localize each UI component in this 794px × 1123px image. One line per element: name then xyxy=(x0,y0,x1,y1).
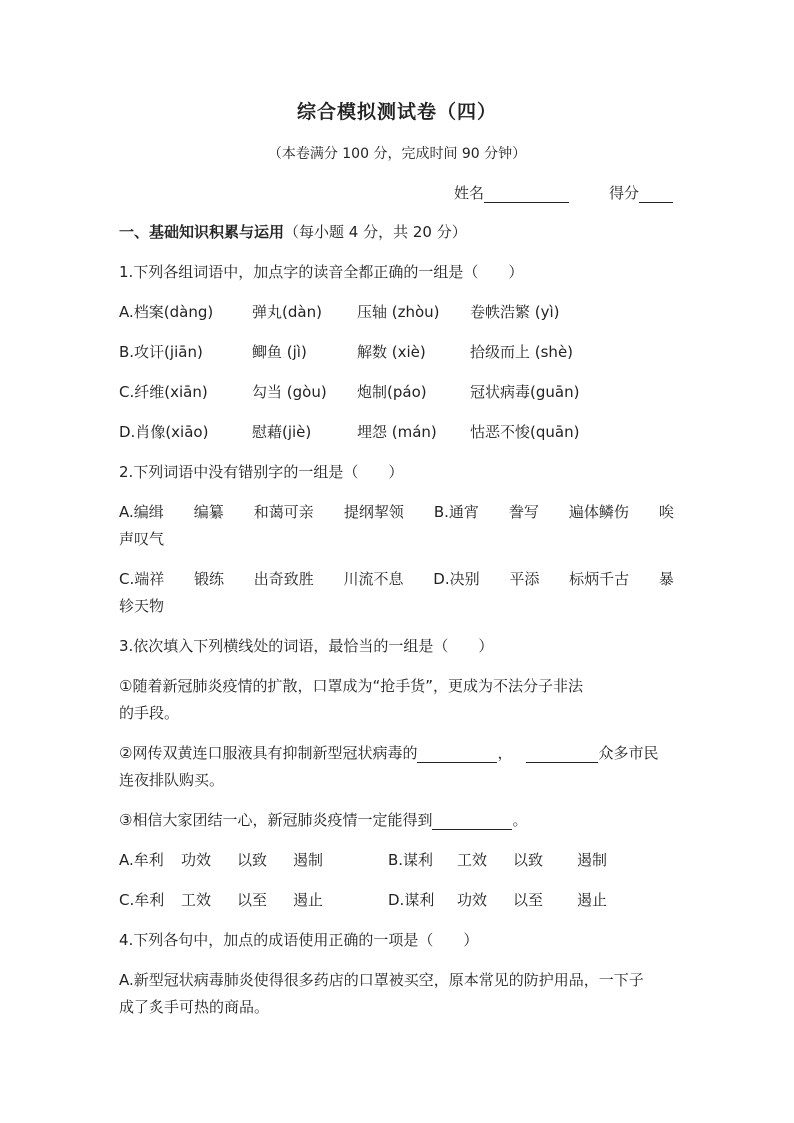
q1-d-word-4: 怙恶不悛(quān) xyxy=(470,423,580,441)
page-title: 综合模拟测试卷（四） xyxy=(296,101,497,123)
score-field[interactable] xyxy=(609,182,673,203)
q2-d-word-2: 平添 xyxy=(509,570,540,588)
q1-d-word-2: 慰藉(jiè) xyxy=(252,423,312,441)
q3-d-word-4: 遏止 xyxy=(577,891,608,909)
q2-b-word-3: 遍体鳞伤 xyxy=(568,503,629,521)
question-3-stem: 3.依次填入下列横线处的词语，最恰当的一组是（ ） xyxy=(119,637,494,655)
q3-s2-text-a: ②网传双黄连口服液具有抑制新型冠状病毒的 xyxy=(119,744,418,762)
q3-sentence-2-line2: 连夜排队购买。 xyxy=(119,771,225,789)
q3-s3-text-a: ③相信大家团结一心，新冠肺炎疫情一定能得到 xyxy=(119,811,433,829)
q3-blank-4[interactable] xyxy=(432,813,512,830)
q2-a-word-1: A.编缉 xyxy=(119,503,164,521)
q1-c-word-2: 勾当 (gòu) xyxy=(252,383,327,401)
q2-d-word-4-start: 暴 xyxy=(658,570,674,588)
q1-d-word-3: 埋怨 (mán) xyxy=(357,423,437,441)
q1-option-c[interactable] xyxy=(119,382,674,402)
q1-option-b[interactable] xyxy=(119,342,674,362)
q2-options-ab-line1[interactable] xyxy=(119,502,674,522)
q3-a-word-3: 以致 xyxy=(237,851,268,869)
q3-sentence-2-line1 xyxy=(119,743,674,763)
name-blank[interactable] xyxy=(484,186,569,203)
q1-a-word-3: 压轴 (zhòu) xyxy=(357,303,440,321)
q2-b-word-4-start: 唉 xyxy=(658,503,674,521)
q2-options-cd-line2: 轸天物 xyxy=(119,597,165,615)
q1-option-d[interactable] xyxy=(119,422,674,442)
q2-d-word-3: 标炳千古 xyxy=(569,570,630,588)
q1-b-word-1: B.攻讦(jiān) xyxy=(119,343,203,361)
q2-c-word-1: C.端祥 xyxy=(119,570,165,588)
question-4-stem: 4.下列各句中，加点的成语使用正确的一项是（ ） xyxy=(119,931,479,949)
q3-c-word-2: 工效 xyxy=(181,891,212,909)
q3-a-word-1: A.牟利 xyxy=(119,851,164,869)
q3-b-word-2: 工效 xyxy=(457,851,488,869)
name-label: 姓名 xyxy=(453,184,484,202)
q1-c-word-1: C.纤维(xiān) xyxy=(119,383,208,401)
q1-a-word-1: A.档案(dàng) xyxy=(119,303,214,321)
q3-d-word-3: 以至 xyxy=(513,891,544,909)
q3-s2-text-b: ， xyxy=(497,744,513,762)
section-note: （每小题 4 分，共 20 分） xyxy=(284,223,467,241)
section-heading xyxy=(119,222,674,242)
q1-option-a[interactable] xyxy=(119,302,674,322)
q3-a-word-2: 功效 xyxy=(181,851,212,869)
q3-b-word-3: 以致 xyxy=(513,851,544,869)
q3-a-word-4: 遏制 xyxy=(293,851,324,869)
q2-c-word-4: 川流不息 xyxy=(343,570,404,588)
q3-blank-3[interactable] xyxy=(526,746,598,763)
q3-b-word-1: B.谋利 xyxy=(388,851,434,869)
q2-a-word-4: 提纲挈领 xyxy=(343,503,404,521)
q1-a-word-2: 弹丸(dàn) xyxy=(252,303,322,321)
q1-b-word-2: 鲫鱼 (jì) xyxy=(252,343,307,361)
q3-sentence-1-line2: 的手段。 xyxy=(119,704,180,722)
q3-s2-text-c: 众多市民 xyxy=(598,744,659,762)
q3-sentence-1-line1: ①随着新冠肺炎疫情的扩散，口罩成为“抢手货”，更成为不法分子非法 xyxy=(119,677,583,695)
name-field[interactable] xyxy=(454,182,569,203)
score-blank[interactable] xyxy=(639,186,673,203)
q3-sentence-3 xyxy=(119,810,674,830)
q3-d-word-1: D.谋利 xyxy=(388,891,435,909)
q2-c-word-3: 出奇致胜 xyxy=(253,570,314,588)
q1-b-word-3: 解数 (xiè) xyxy=(357,343,426,361)
name-score-bar xyxy=(454,182,673,203)
q3-c-word-1: C.牟利 xyxy=(119,891,165,909)
q2-b-word-2: 誊写 xyxy=(508,503,539,521)
q1-d-word-1: D.肖像(xiāo) xyxy=(119,423,209,441)
section-heading-text: 一、基础知识积累与运用 xyxy=(119,223,285,241)
q4-option-a-line2: 成了炙手可热的商品。 xyxy=(119,998,270,1016)
q3-options-cd[interactable] xyxy=(119,890,674,910)
q3-c-word-3: 以至 xyxy=(237,891,268,909)
page-subtitle: （本卷满分 100 分，完成时间 90 分钟） xyxy=(267,146,527,162)
q3-c-word-4: 遏止 xyxy=(293,891,324,909)
q3-d-word-2: 功效 xyxy=(457,891,488,909)
score-label: 得分 xyxy=(608,184,639,202)
q1-c-word-4: 冠状病毒(guān) xyxy=(470,383,580,401)
question-2-stem: 2.下列词语中没有错别字的一组是（ ） xyxy=(119,463,404,481)
q4-option-a-line1[interactable]: A.新型冠状病毒肺炎使得很多药店的口罩被买空，原本常见的防护用品，一下子 xyxy=(119,971,644,989)
q2-options-ab-line2: 声叹气 xyxy=(119,530,165,548)
q2-a-word-3: 和蔼可亲 xyxy=(253,503,314,521)
q3-b-word-4: 遏制 xyxy=(577,851,608,869)
q2-b-word-1: B.通宵 xyxy=(433,503,479,521)
q3-options-ab[interactable] xyxy=(119,850,674,870)
q1-b-word-4: 拾级而上 (shè) xyxy=(470,343,574,361)
q1-a-word-4: 卷帙浩繁 (yì) xyxy=(470,303,560,321)
q1-c-word-3: 炮制(páo) xyxy=(357,383,427,401)
q2-options-cd-line1[interactable] xyxy=(119,569,674,589)
q3-blank-2[interactable] xyxy=(417,746,497,763)
q3-s3-text-b: 。 xyxy=(512,811,528,829)
q2-a-word-2: 编纂 xyxy=(193,503,224,521)
question-1-stem: 1.下列各组词语中，加点字的读音全都正确的一组是（ ） xyxy=(119,263,524,281)
q2-c-word-2: 锻练 xyxy=(194,570,225,588)
q2-d-word-1: D.决别 xyxy=(433,570,480,588)
